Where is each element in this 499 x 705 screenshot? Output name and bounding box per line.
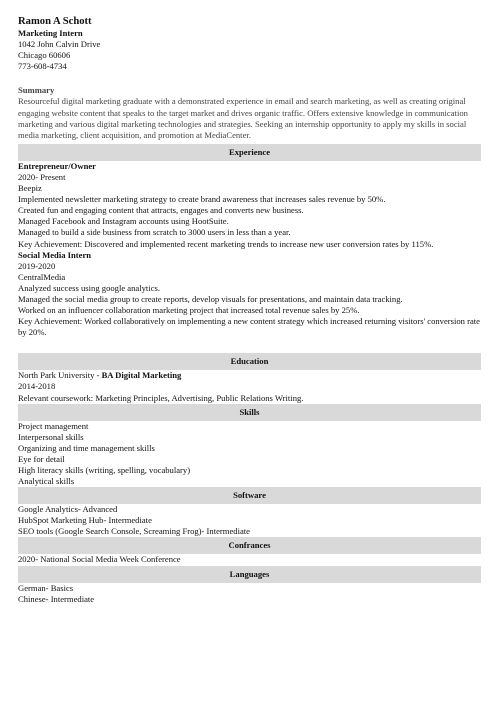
language-item: Chinese- Intermediate xyxy=(18,593,95,604)
skills-heading: Skills xyxy=(18,404,481,421)
school-degree-separator: - xyxy=(94,370,102,381)
skill-item: Interpersonal skills xyxy=(18,431,84,442)
education-coursework: Relevant coursework: Marketing Principles, Advertising, Public Relations Writing. xyxy=(18,392,304,403)
skill-item: Project management xyxy=(18,420,89,431)
software-item: Google Analytics- Advanced xyxy=(18,504,118,515)
job-bullet: Key Achievement: Worked collaboratively on implementing a new content strategy which increased returning visitors' conversion rate by 20%. xyxy=(18,316,480,338)
software-item: SEO tools (Google Search Console, Screaming Frog)- Intermediate xyxy=(18,526,250,537)
job-bullet: Managed to build a side business from scratch to 3000 users in less than a year. xyxy=(18,227,291,238)
skill-item: Eye for detail xyxy=(18,453,65,464)
degree: BA Digital Marketing xyxy=(101,370,182,381)
candidate-name: Ramon A Schott xyxy=(18,16,92,27)
summary-heading: Summary xyxy=(18,85,55,96)
candidate-title: Marketing Intern xyxy=(18,28,83,38)
job-company: CentralMedia xyxy=(18,271,66,282)
job-entry xyxy=(18,250,481,339)
language-item: German- Basics xyxy=(18,582,74,593)
skill-item: High literacy skills (writing, spelling, vocabulary) xyxy=(18,465,191,475)
job-bullet: Created fun and engaging content that attracts, engages and converts new business. xyxy=(18,205,304,216)
software-heading: Software xyxy=(18,487,481,504)
job-bullet: Implemented newsletter marketing strategy to create brand awareness that increases sales revenue by 50%. xyxy=(18,194,386,205)
job-dates: 2019-2020 xyxy=(18,260,56,271)
job-bullet: Managed Facebook and Instagram accounts using HootSuite. xyxy=(18,216,229,227)
job-title: Social Media Intern xyxy=(18,249,92,260)
skill-item: Analytical skills xyxy=(18,476,75,487)
phone-number: 773-608-4734 xyxy=(18,61,67,72)
education-heading: Education xyxy=(18,353,481,370)
conferences-heading: Confrances xyxy=(18,537,481,554)
summary-text: Resourceful digital marketing graduate with a demonstrated experience in email and search marketing, as well as creating original engaging website content that speaks to the target market and drives organic traffic. Offers extensive knowledge in communication marketing and various digital marketing technologies and strategies. Seeking an internship opportunity to apply my skills in social media marketing, client acquisition, and promotion at MediaCenter. xyxy=(18,96,468,140)
job-bullet: Key Achievement: Discovered and implemented recent marketing trends to increase new user conversion rates by 115%. xyxy=(18,238,434,249)
job-bullet: Worked on an influencer collaboration marketing project that increased total revenue sales by 25%. xyxy=(18,305,360,316)
software-item: HubSpot Marketing Hub- Intermediate xyxy=(18,515,152,526)
job-company: Beepiz xyxy=(18,183,42,194)
education-school-line xyxy=(18,370,481,381)
job-title: Entrepreneur/Owner xyxy=(18,160,96,171)
languages-heading: Languages xyxy=(18,566,481,583)
school-name: North Park University xyxy=(18,370,95,381)
address-line-1: 1042 John Calvin Drive xyxy=(18,39,101,50)
job-entry xyxy=(18,161,481,250)
education-dates: 2014-2018 xyxy=(18,381,56,392)
job-bullet: Analyzed success using google analytics. xyxy=(18,282,160,293)
skill-item: Organizing and time management skills xyxy=(18,442,155,453)
experience-heading: Experience xyxy=(18,144,481,161)
address-line-2: Chicago 60606 xyxy=(18,50,71,61)
job-dates: 2020- Present xyxy=(18,171,66,182)
resume-content xyxy=(18,15,481,605)
job-bullet: Managed the social media group to create reports, develop visuals for presentations, and maintain data tracking. xyxy=(18,293,403,304)
conference-item: 2020- National Social Media Week Conference xyxy=(18,554,181,565)
